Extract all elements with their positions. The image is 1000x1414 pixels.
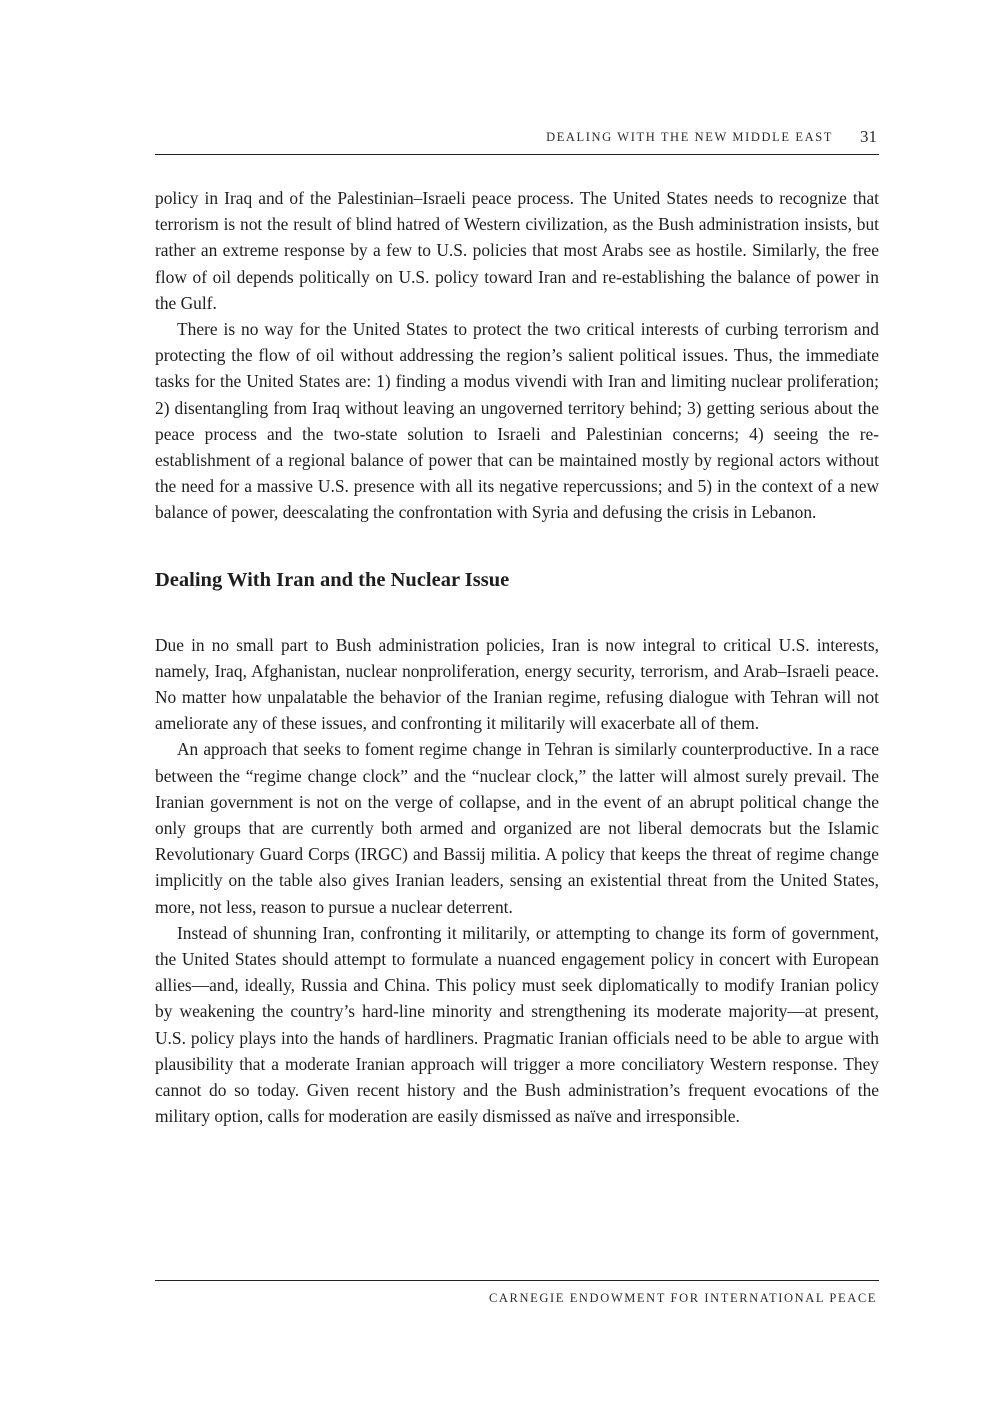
paragraph-1: policy in Iraq and of the Palestinian–Israeli peace process. The United States needs to recognize that terrorism is not the result of blind hatred of Western civilization, as the Bush administration insists, but rather an extreme response by a few to U.S. policies that most Arabs see as hostile. Similarly, the free flow of oil depends politically on U.S. policy toward Iran and re-establishing the balance of power in the Gulf. bbox=[155, 188, 879, 313]
paragraph-2: There is no way for the United States to protect the two critical interests of curbing terrorism and protecting the flow of oil without addressing the region’s salient political issues. Thus, the immediate tasks for the United States are: 1) finding a modus vivendi with Iran and limiting nuclear proliferation; 2) disentangling from Iraq without leaving an ungoverned territory behind; 3) getting serious about the peace process and the two-state solution to Israeli and Palestinian concerns; 4) seeing the re-establishment of a regional balance of power that can be maintained mostly by regional actors without the need for a massive U.S. presence with all its negative repercussions; and 5) in the context of a new balance of power, deescalating the confrontation with Syria and defusing the crisis in Lebanon. bbox=[155, 319, 879, 523]
paragraph-4: An approach that seeks to foment regime change in Tehran is similarly counterproductive. In a race between the “regime change clock” and the “nuclear clock,” the latter will almost surely prevail. The Iranian government is not on the verge of collapse, and in the event of an abrupt political change the only groups that are currently both armed and organized are not liberal democrats but the Islamic Revolutionary Guard Corps (IRGC) and Bassij militia. A policy that keeps the threat of regime change implicitly on the table also gives Iranian leaders, sensing an existential threat from the United States, more, not less, reason to pursue a nuclear deterrent. bbox=[155, 739, 879, 917]
publisher-name: CARNEGIE ENDOWMENT FOR INTERNATIONAL PEACE bbox=[488, 1291, 877, 1305]
running-title: DEALING WITH THE NEW MIDDLE EAST bbox=[546, 130, 833, 144]
section-heading: Dealing With Iran and the Nuclear Issue bbox=[155, 568, 510, 591]
paragraph-5: Instead of shunning Iran, confronting it militarily, or attempting to change its form of government, the United States should attempt to formulate a nuanced engagement policy in concert with European allies—and, ideally, Russia and China. This policy must seek diplomatically to modify Iranian policy by weakening the country’s hard-line minority and strengthening its moderate majority—at present, U.S. policy plays into the hands of hardliners. Pragmatic Iranian officials need to be able to argue with plausibility that a moderate Iranian approach will trigger a more conciliatory Western response. They cannot do so today. Given recent history and the Bush administration’s frequent evocations of the military option, calls for moderation are easily dismissed as naïve and irresponsible. bbox=[155, 922, 879, 1127]
page-footer bbox=[155, 1280, 879, 1311]
page-header bbox=[155, 128, 879, 155]
paragraph-3: Due in no small part to Bush administration policies, Iran is now integral to critical U.S. interests, namely, Iraq, Afghanistan, nuclear nonproliferation, energy security, terrorism, and Arab–Israeli peace. No matter how unpalatable the behavior of the Iranian regime, refusing dialogue with Tehran will not ameliorate any of these issues, and confronting it militarily will exacerbate all of them. bbox=[155, 634, 879, 734]
page-number: 31 bbox=[860, 127, 877, 146]
body-text bbox=[155, 185, 879, 1130]
